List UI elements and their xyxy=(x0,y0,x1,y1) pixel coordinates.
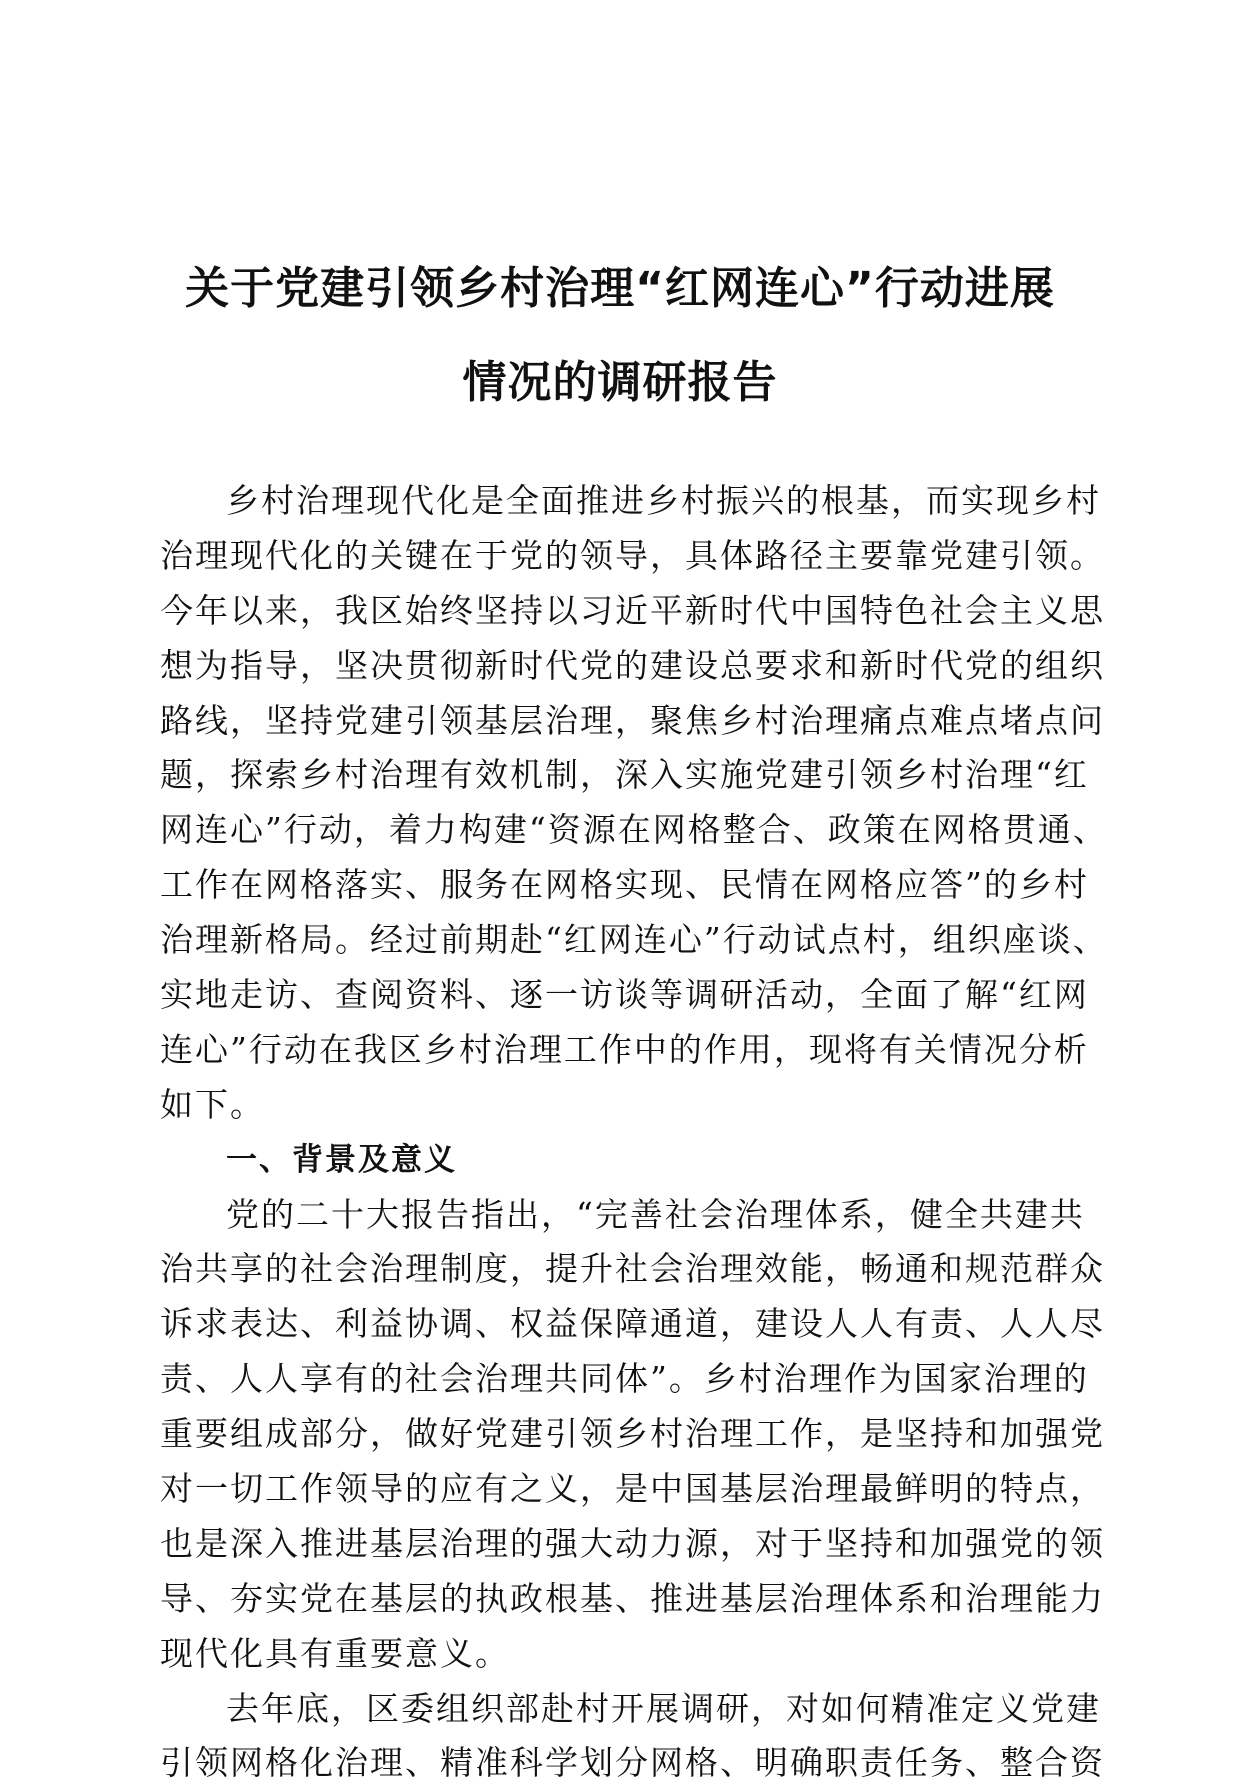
paragraph-line: 乡村治理现代化是全面推进乡村振兴的根基，而实现乡村 xyxy=(226,481,1101,520)
paragraph-line: 工作在网格落实、服务在网格实现、民情在网格应答”的乡村 xyxy=(160,865,1089,905)
paragraph-line: 治理新格局。经过前期赴“红网连心”行动试点村，组织座谈、 xyxy=(160,920,1108,960)
paragraph-line: 如下。 xyxy=(160,1084,265,1124)
paragraph-line: 去年底，区委组织部赴村开展调研，对如何精准定义党建 xyxy=(226,1688,1101,1728)
paragraph-line: 治理现代化的关键在于党的领导，具体路径主要靠党建引领。 xyxy=(160,535,1105,575)
paragraph-line: 也是深入推进基层治理的强大动力源，对于坚持和加强党的领 xyxy=(160,1523,1105,1563)
paragraph-line: 对一切工作领导的应有之义，是中国基层治理最鲜明的特点， xyxy=(160,1469,1105,1509)
paragraph-line: 治共享的社会治理制度，提升社会治理效能，畅通和规范群众 xyxy=(160,1249,1105,1289)
document-body xyxy=(160,474,1108,1791)
paragraph-line: 连心”行动在我区乡村治理工作中的作用，现将有关情况分析 xyxy=(160,1029,1089,1069)
paragraph-line: 重要组成部分，做好党建引领乡村治理工作，是坚持和加强党 xyxy=(160,1414,1105,1454)
paragraph-line: 路线，坚持党建引领基层治理，聚焦乡村治理痛点难点堵点问 xyxy=(160,700,1105,740)
paragraph-line: 实地走访、查阅资料、逐一访谈等调研活动，全面了解“红网 xyxy=(160,975,1089,1015)
paragraph-line: 今年以来，我区始终坚持以习近平新时代中国特色社会主义思 xyxy=(160,590,1105,630)
paragraph-line: 诉求表达、利益协调、权益保障通道，建设人人有责、人人尽 xyxy=(160,1304,1105,1344)
paragraph-line: 网连心”行动，着力构建“资源在网格整合、政策在网格贯通、 xyxy=(160,810,1108,850)
paragraph-line: 责、人人享有的社会治理共同体”。乡村治理作为国家治理的 xyxy=(160,1359,1089,1399)
document-title-line-2: 情况的调研报告 xyxy=(462,357,778,408)
paragraph-line: 现代化具有重要意义。 xyxy=(160,1633,510,1673)
section-heading: 一、背景及意义 xyxy=(226,1141,457,1178)
paragraph-line: 导、夯实党在基层的执政根基、推进基层治理体系和治理能力 xyxy=(160,1578,1105,1618)
document-title-line-1: 关于党建引领乡村治理“红网连心”行动进展 xyxy=(185,263,1055,314)
paragraph-line: 党的二十大报告指出，“完善社会治理体系，健全共建共 xyxy=(226,1194,1085,1234)
paragraph-line: 题，探索乡村治理有效机制，深入实施党建引领乡村治理“红 xyxy=(160,755,1089,795)
paragraph-line: 引领网格化治理、精准科学划分网格、明确职责任务、整合资 xyxy=(160,1743,1105,1783)
paragraph-line: 想为指导，坚决贯彻新时代党的建设总要求和新时代党的组织 xyxy=(160,645,1105,685)
